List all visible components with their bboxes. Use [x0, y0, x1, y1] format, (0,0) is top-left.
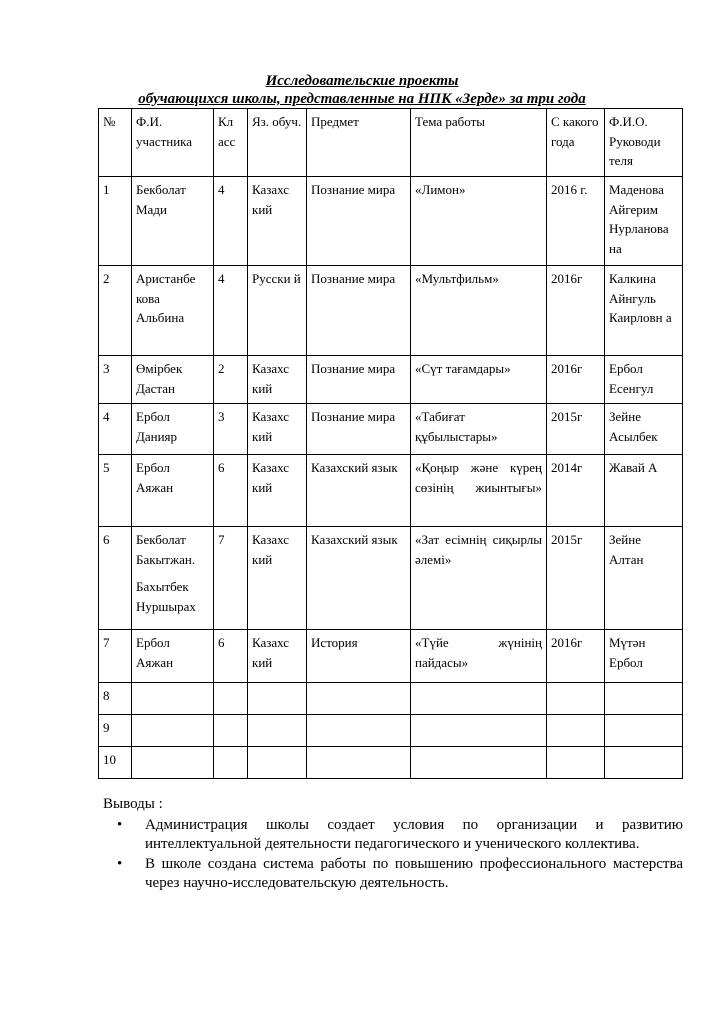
- subject: История: [307, 630, 411, 683]
- header-grade: Кл асс: [214, 109, 248, 177]
- conclusions-list: [103, 816, 683, 893]
- leader: Маденова Айгерим Нурланова на: [605, 177, 683, 266]
- participant-name: Бахытбек Нуршырах: [136, 579, 196, 614]
- subject: Познание мира: [307, 177, 411, 266]
- table-row: [99, 177, 683, 266]
- leader: Мүтән Ербол: [605, 630, 683, 683]
- conclusions-heading: Выводы :: [103, 796, 163, 812]
- header-topic: Тема работы: [411, 109, 547, 177]
- participant-name: Өмірбек Дастан: [132, 356, 214, 404]
- topic: «Табиғат құбылыстары»: [411, 404, 547, 455]
- grade: 4: [214, 177, 248, 266]
- title-line-1: Исследовательские проекты: [265, 73, 459, 89]
- participant-name: Бекболат Мади: [132, 177, 214, 266]
- conclusions-section: [103, 795, 683, 894]
- year: 2016г: [547, 356, 605, 404]
- topic: «Сүт тағамдары»: [411, 356, 547, 404]
- leader: Зейне Асылбек: [605, 404, 683, 455]
- row-number: 4: [99, 404, 132, 455]
- language: Казахс кий: [248, 527, 307, 630]
- topic: «Қоңыр және күрең сөзінің жиынтығы»: [411, 455, 547, 527]
- row-number: 3: [99, 356, 132, 404]
- conclusion-text: Администрация школы создает условия по организации и развитию интеллектуальной деятельности педагогического и ученического коллектива.: [145, 817, 683, 852]
- grade: 4: [214, 266, 248, 356]
- header-subject: Предмет: [307, 109, 411, 177]
- participant-name: Бекболат Бакытжан.: [136, 532, 196, 567]
- topic: «Түйе жүнінің пайдасы»: [411, 630, 547, 683]
- grade: 6: [214, 455, 248, 527]
- participant-name: Ербол Аяжан: [132, 630, 214, 683]
- grade: 2: [214, 356, 248, 404]
- header-year: С какого года: [547, 109, 605, 177]
- language: Русски й: [248, 266, 307, 356]
- table-row: [99, 527, 683, 630]
- topic: «Мультфильм»: [411, 266, 547, 356]
- year: 2016г: [547, 630, 605, 683]
- language: Казахс кий: [248, 630, 307, 683]
- table-row-empty: [99, 683, 683, 715]
- topic: «Зат есімнің сиқырлы әлемі»: [411, 527, 547, 630]
- leader: Калкина Айнгуль Каирловн а: [605, 266, 683, 356]
- list-item: [103, 855, 683, 893]
- title-line-2: обучающихся школы, представленные на НПК «Зерде» за три года: [138, 91, 586, 107]
- row-number: 2: [99, 266, 132, 356]
- table-header-row: [99, 109, 683, 177]
- projects-table: [98, 108, 683, 779]
- topic: «Лимон»: [411, 177, 547, 266]
- year: 2015г: [547, 404, 605, 455]
- table-row: [99, 630, 683, 683]
- row-number: 6: [99, 527, 132, 630]
- table-row-empty: [99, 715, 683, 747]
- leader: Ербол Есенгул: [605, 356, 683, 404]
- header-number: №: [99, 109, 132, 177]
- language: Казахс кий: [248, 356, 307, 404]
- row-number: 10: [99, 747, 132, 779]
- subject: Познание мира: [307, 404, 411, 455]
- leader: Жавай А: [605, 455, 683, 527]
- table-row: [99, 266, 683, 356]
- subject: Казахский язык: [307, 527, 411, 630]
- subject: Казахский язык: [307, 455, 411, 527]
- row-number: 8: [99, 683, 132, 715]
- year: 2014г: [547, 455, 605, 527]
- grade: 7: [214, 527, 248, 630]
- year: 2016г: [547, 266, 605, 356]
- table-row-empty: [99, 747, 683, 779]
- participant-name: Ербол Данияр: [132, 404, 214, 455]
- grade: 6: [214, 630, 248, 683]
- table-row: [99, 455, 683, 527]
- bullet-icon: •: [117, 817, 123, 833]
- year: 2015г: [547, 527, 605, 630]
- subject: Познание мира: [307, 356, 411, 404]
- participant-name: Аристанбе кова Альбина: [132, 266, 214, 356]
- row-number: 1: [99, 177, 132, 266]
- language: Казахс кий: [248, 455, 307, 527]
- subject: Познание мира: [307, 266, 411, 356]
- header-language: Яз. обуч.: [248, 109, 307, 177]
- row-number: 9: [99, 715, 132, 747]
- language: Казахс кий: [248, 404, 307, 455]
- row-number: 7: [99, 630, 132, 683]
- leader: Зейне Алтан: [605, 527, 683, 630]
- table-row: [99, 356, 683, 404]
- table-row: [99, 404, 683, 455]
- participant-names: [132, 527, 214, 630]
- participant-name: Ербол Аяжан: [132, 455, 214, 527]
- header-participant: Ф.И. участника: [132, 109, 214, 177]
- conclusion-text: В школе создана система работы по повышению профессионального мастерства через научно-исследовательскую деятельность.: [145, 856, 683, 891]
- list-item: [103, 816, 683, 854]
- year: 2016 г.: [547, 177, 605, 266]
- row-number: 5: [99, 455, 132, 527]
- bullet-icon: •: [117, 856, 123, 872]
- header-leader: Ф.И.О. Руководи теля: [605, 109, 683, 177]
- language: Казахс кий: [248, 177, 307, 266]
- grade: 3: [214, 404, 248, 455]
